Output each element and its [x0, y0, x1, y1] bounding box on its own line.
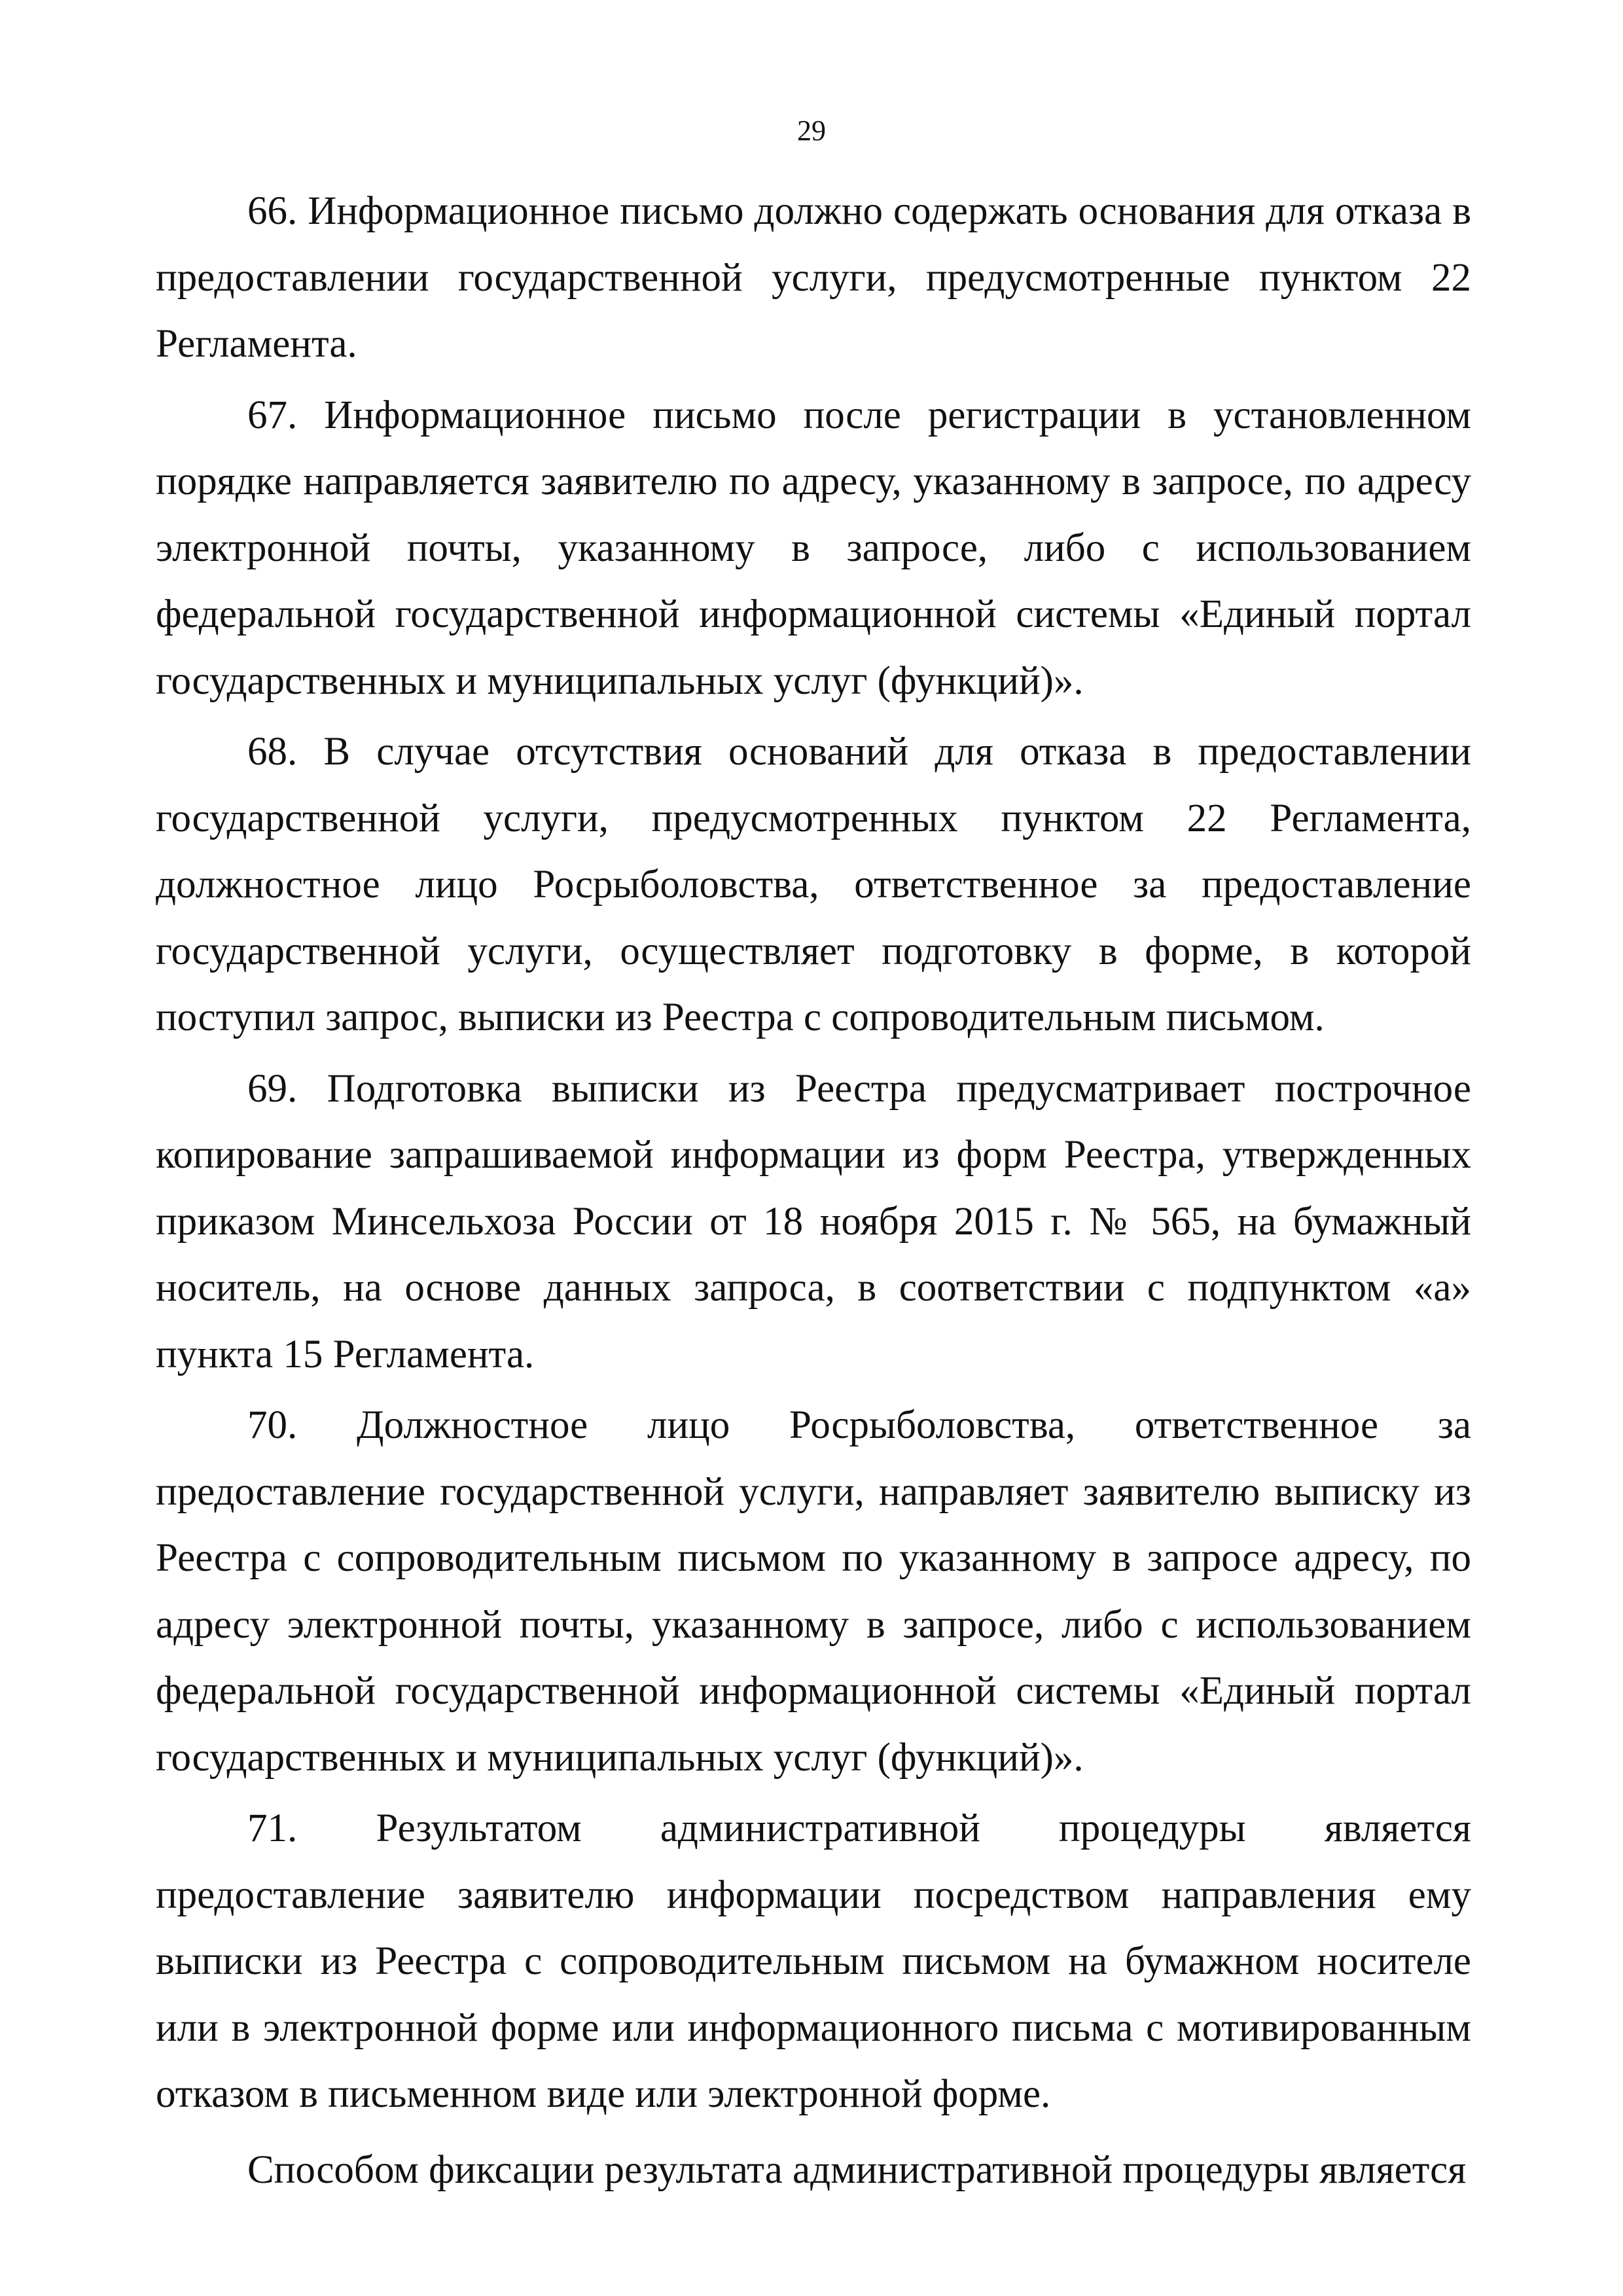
- page-number: 29: [797, 115, 826, 147]
- paragraph-66: 66. Информационное письмо должно содержать основания для отказа в предоставлении государственной услуги, предусмотренные пунктом 22 Регламента.: [156, 189, 1471, 366]
- paragraph-69: 69. Подготовка выписки из Реестра предусматривает построчное копирование запрашиваемой информации из форм Реестра, утвержденных приказом Минсельхоза России от 18 ноября 2015 г. № 565, на бумажный носитель, на основе данных запроса, в соответствии с подпунктом «а» пункта 15 Регламента.: [156, 1066, 1471, 1376]
- paragraph-70: 70. Должностное лицо Росрыболовства, ответственное за предоставление государственной услуги, направляет заявителю выписку из Реестра с сопроводительным письмом по указанному в запросе адресу, по адресу электронной почты, указанному в запросе, либо с использованием федеральной государственной информационной системы «Единый портал государственных и муниципальных услуг (функций)».: [156, 1403, 1471, 1780]
- paragraph-67: 67. Информационное письмо после регистрации в установленном порядке направляется заявителю по адресу, указанному в запросе, по адресу электронной почты, указанному в запросе, либо с использованием федеральной государственной информационной системы «Единый портал государственных и муниципальных услуг (функций)».: [156, 393, 1471, 703]
- document-body: [156, 178, 1471, 2208]
- paragraph-result-fixation: Способом фиксации результата административной процедуры является: [247, 2147, 1467, 2192]
- paragraph-71: 71. Результатом административной процедуры является предоставление заявителю информации посредством направления ему выписки из Реестра с сопроводительным письмом на бумажном носителе или в электронной форме или информационного письма с мотивированным отказом в письменном виде или электронной форме.: [156, 1806, 1471, 2116]
- paragraph-68: 68. В случае отсутствия оснований для отказа в предоставлении государственной услуги, предусмотренных пунктом 22 Регламента, должностное лицо Росрыболовства, ответственное за предоставление государственной услуги, осуществляет подготовку в форме, в которой поступил запрос, выписки из Реестра с сопроводительным письмом.: [156, 730, 1471, 1039]
